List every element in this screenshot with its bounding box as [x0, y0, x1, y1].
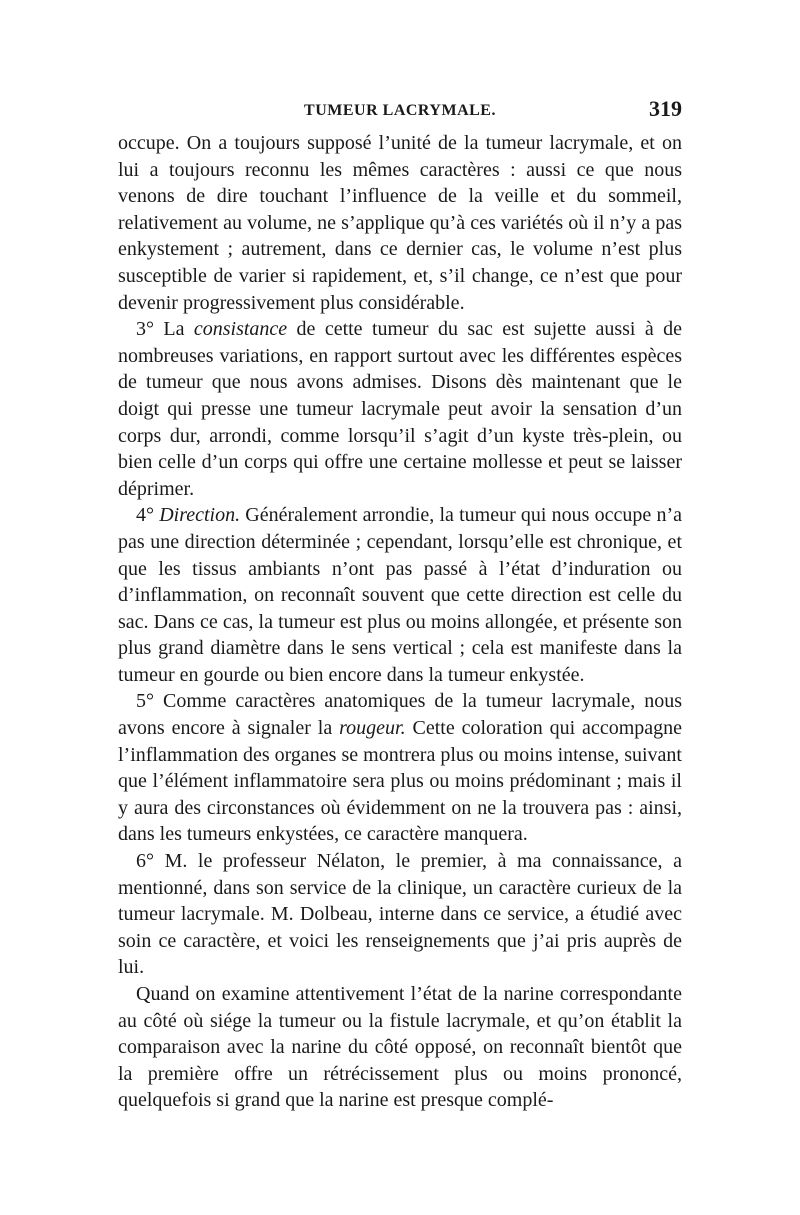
- paragraph-lead: 3° La: [136, 318, 194, 341]
- paragraph-text: Cette coloration qui accompagne l’inflammation des organes se montrera plus ou moins intense, suivant que l’élément inflammatoire sera plus ou moins prédominant ; mais il y aura des circonstances où évidemment on ne la trouvera pas : ainsi, dans les tumeurs enkystées, ce caractère manquera.: [118, 717, 683, 846]
- page-header: [118, 96, 682, 126]
- paragraph-text: occupe. On a toujours supposé l’unité de la tumeur lacrymale, et on lui a toujours reconnu les mêmes caractères : aussi ce que nous venons de dire touchant l’influence de la veille et du sommeil, relativement au volume, ne s’applique qu’à ces variétés où il n’y a pas enkystement ; autrement, dans ce dernier cas, le volume n’est plus susceptible de varier si rapidement, et, s’il change, ce n’est que pour devenir progressivement plus considérable.: [118, 132, 682, 314]
- paragraph-narine: [118, 981, 682, 1114]
- paragraph-text: de cette tumeur du sac est sujette aussi à de nombreuses variations, en rapport surtout avec les différentes espèces de tumeur que nous avons admises. Disons dès maintenant que le doigt qui presse une tumeur lacrymale peut avoir la sensation d’un corps dur, arrondi, comme lorsqu’il s’agit d’un kyste très-plein, ou bien celle d’un corps qui offre une certaine mollesse et peut se laisser déprimer.: [118, 318, 682, 500]
- page-number: 319: [649, 96, 682, 121]
- paragraph-emphasis: consistance: [193, 318, 288, 341]
- paragraph-consistance: [118, 316, 682, 502]
- paragraph-lead: 4°: [136, 504, 160, 527]
- body-text: [118, 130, 682, 1114]
- paragraph-lead: 5° Comme caractères anatomiques de la tumeur lacrymale, nous avons encore à signaler la: [118, 690, 682, 740]
- paragraph-emphasis: Direction.: [159, 504, 241, 527]
- paragraph-nelaton: [118, 848, 682, 981]
- paragraph-text: 6° M. le professeur Nélaton, le premier, à ma connaissance, a mentionné, dans son service de la clinique, un caractère curieux de la tumeur lacrymale. M. Dolbeau, interne dans ce service, a étudié avec soin ce caractère, et voici les renseignements que j’ai pris auprès de lui.: [118, 850, 682, 979]
- paragraph-text: Quand on examine attentivement l’état de la narine correspondante au côté où siége la tumeur ou la fistule lacrymale, et qu’on établit la comparaison avec la narine du côté opposé, on reconnaît bientôt que la première offre un rétrécissement plus ou moins prononcé, quelquefois si grand que la narine est presque complé-: [118, 983, 682, 1112]
- paragraph-rougeur: [118, 688, 682, 848]
- paragraph-direction: [118, 502, 682, 688]
- paragraph-emphasis: rougeur.: [339, 717, 406, 740]
- paragraph-continuation: [118, 130, 682, 316]
- running-title: TUMEUR LACRYMALE.: [304, 102, 496, 119]
- paragraph-text: Généralement arrondie, la tumeur qui nous occupe n’a pas une direction déterminée ; cependant, lorsqu’elle est chronique, et que les tissus ambiants n’ont pas passé à l’état d’induration ou d’inflammation, on reconnaît souvent que cette direction est celle du sac. Dans ce cas, la tumeur est plus ou moins allongée, et présente son plus grand diamètre dans le sens vertical ; cela est manifeste dans la tumeur en gourde ou bien encore dans la tumeur enkystée.: [118, 504, 682, 686]
